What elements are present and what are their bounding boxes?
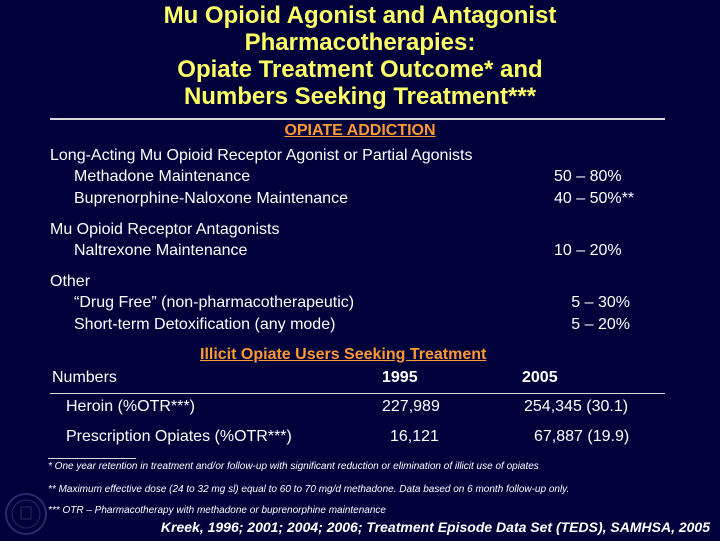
footnote-divider xyxy=(48,458,136,459)
heroin-2005: 254,345 (30.1) xyxy=(524,398,629,415)
table-divider xyxy=(50,393,665,394)
prescription-2005: 67,887 (19.9) xyxy=(534,428,630,445)
title-line-2: Pharmacotherapies: xyxy=(244,29,476,56)
column-2005: 2005 xyxy=(522,369,558,386)
section-other-title: Other xyxy=(50,273,91,290)
footnote-1: * One year retention in treatment and/or follow-up with significant reduction or elimination of illicit use of opiates xyxy=(48,461,539,472)
naltrexone-label: Naltrexone Maintenance xyxy=(74,242,248,259)
heroin-1995: 227,989 xyxy=(382,398,440,415)
drug-free-label: “Drug Free” (non-pharmacotherapeutic) xyxy=(74,294,355,311)
heroin-label: Heroin (%OTR***) xyxy=(66,398,195,415)
drug-free-value: 5 – 30% xyxy=(571,294,630,311)
university-seal-icon xyxy=(4,492,48,536)
methadone-label: Methadone Maintenance xyxy=(74,168,251,185)
title-line-3: Opiate Treatment Outcome* and xyxy=(177,56,543,83)
section-agonists-title: Long-Acting Mu Opioid Receptor Agonist or Partial Agonists xyxy=(50,147,473,164)
naltrexone-value: 10 – 20% xyxy=(554,242,622,259)
slide-title xyxy=(0,2,720,110)
users-table-heading: Illicit Opiate Users Seeking Treatment xyxy=(200,346,487,363)
detox-label: Short-term Detoxification (any mode) xyxy=(74,316,336,333)
opiate-addiction-heading: OPIATE ADDICTION xyxy=(284,122,436,139)
methadone-value: 50 – 80% xyxy=(554,168,622,185)
footnote-3: *** OTR – Pharmacotherapy with methadone or buprenorphine maintenance xyxy=(48,505,386,516)
column-numbers: Numbers xyxy=(52,369,117,386)
section-antagonists-title: Mu Opioid Receptor Antagonists xyxy=(50,221,280,238)
buprenorphine-value: 40 – 50%** xyxy=(554,190,635,207)
title-line-4: Numbers Seeking Treatment*** xyxy=(183,83,537,110)
prescription-label: Prescription Opiates (%OTR***) xyxy=(66,428,292,445)
prescription-1995: 16,121 xyxy=(390,428,439,445)
buprenorphine-label: Buprenorphine-Naloxone Maintenance xyxy=(74,190,348,207)
citation: Kreek, 1996; 2001; 2004; 2006; Treatment Episode Data Set (TEDS), SAMHSA, 2005 xyxy=(160,519,710,535)
title-line-1: Mu Opioid Agonist and Antagonist xyxy=(163,2,557,29)
column-1995: 1995 xyxy=(382,369,418,386)
title-divider xyxy=(50,118,665,120)
footnote-2: ** Maximum effective dose (24 to 32 mg sl) equal to 60 to 70 mg/d methadone. Data based on 6 month follow-up only. xyxy=(48,484,570,495)
detox-value: 5 – 20% xyxy=(571,316,630,333)
